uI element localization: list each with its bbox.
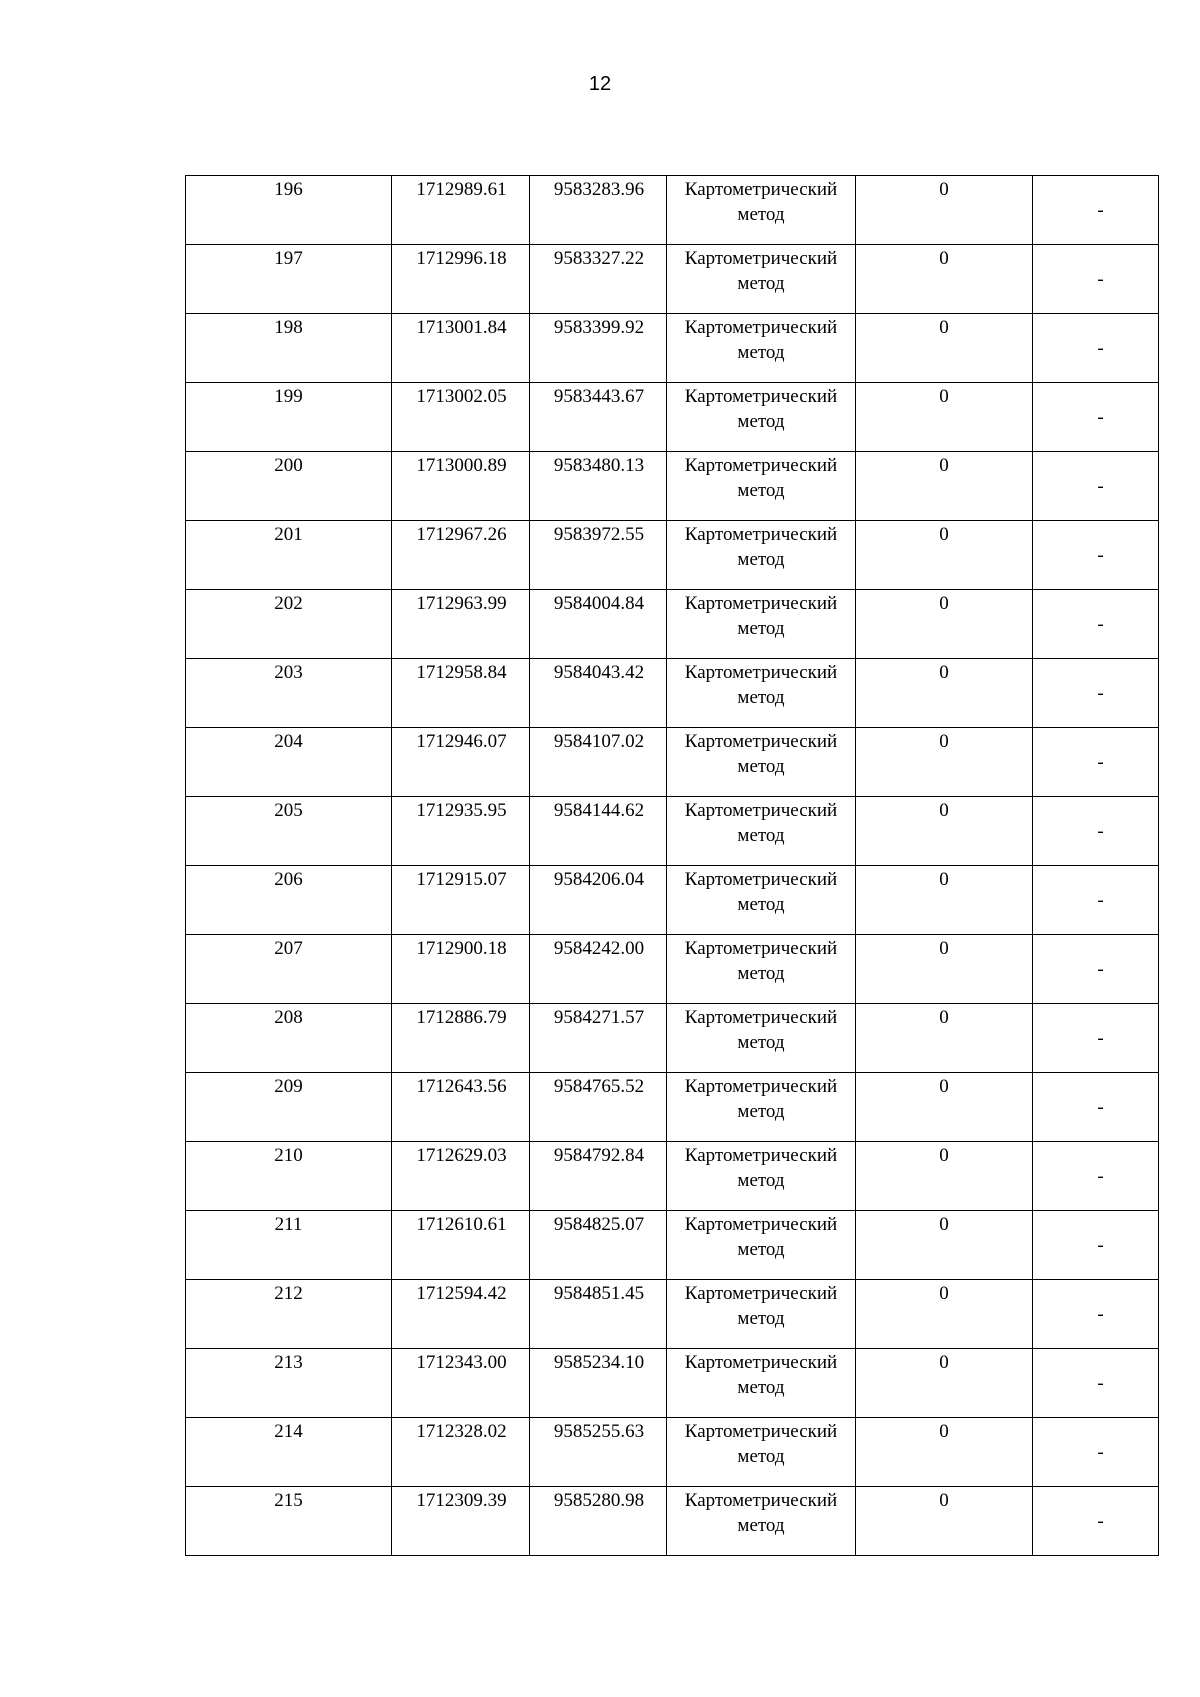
error-cell-text: 0 bbox=[939, 1076, 949, 1097]
point-number-cell bbox=[186, 590, 392, 659]
method-line-1: Картометрический bbox=[684, 524, 838, 545]
note-cell-text: - bbox=[1097, 1441, 1104, 1463]
x-coordinate-cell-text: 1712886.79 bbox=[416, 1007, 507, 1028]
error-cell-text: 0 bbox=[939, 1007, 949, 1028]
error-cell-text: 0 bbox=[939, 1352, 949, 1373]
method-line-2: метод bbox=[737, 825, 785, 846]
method-line-2: метод bbox=[737, 1032, 785, 1053]
error-cell bbox=[856, 245, 1033, 314]
point-number-cell bbox=[186, 1487, 392, 1556]
y-coordinate-cell bbox=[530, 383, 667, 452]
method-cell bbox=[667, 728, 856, 797]
y-coordinate-cell bbox=[530, 521, 667, 590]
table-row bbox=[186, 1142, 1159, 1211]
method-cell bbox=[667, 1280, 856, 1349]
point-number-cell bbox=[186, 659, 392, 728]
note-cell-text: - bbox=[1097, 199, 1104, 221]
table-row bbox=[186, 1280, 1159, 1349]
note-cell-text: - bbox=[1097, 337, 1104, 359]
method-cell bbox=[667, 590, 856, 659]
y-coordinate-cell-text: 9584107.02 bbox=[553, 731, 645, 752]
method-cell bbox=[667, 1487, 856, 1556]
method-line-2: метод bbox=[737, 273, 785, 294]
table-row bbox=[186, 1073, 1159, 1142]
point-number-cell-text: 201 bbox=[274, 524, 303, 545]
error-cell bbox=[856, 1004, 1033, 1073]
x-coordinate-cell bbox=[392, 383, 530, 452]
note-cell-text: - bbox=[1097, 682, 1104, 704]
x-coordinate-cell-text: 1712967.26 bbox=[416, 524, 507, 545]
error-cell-text: 0 bbox=[939, 1421, 949, 1442]
x-coordinate-cell-text: 1712963.99 bbox=[416, 593, 507, 614]
error-cell-text: 0 bbox=[939, 1283, 949, 1304]
point-number-cell-text: 214 bbox=[274, 1421, 303, 1442]
x-coordinate-cell-text: 1712343.00 bbox=[416, 1352, 507, 1373]
point-number-cell bbox=[186, 935, 392, 1004]
error-cell bbox=[856, 659, 1033, 728]
method-line-1: Картометрический bbox=[684, 938, 838, 959]
x-coordinate-cell bbox=[392, 1349, 530, 1418]
method-line-1: Картометрический bbox=[684, 800, 838, 821]
error-cell bbox=[856, 1418, 1033, 1487]
note-cell bbox=[1033, 1211, 1159, 1280]
table-row bbox=[186, 245, 1159, 314]
point-number-cell-text: 196 bbox=[274, 179, 303, 200]
note-cell bbox=[1033, 659, 1159, 728]
y-coordinate-cell bbox=[530, 1211, 667, 1280]
x-coordinate-cell-text: 1712594.42 bbox=[416, 1283, 507, 1304]
method-line-2: метод bbox=[737, 549, 785, 570]
table-row bbox=[186, 1004, 1159, 1073]
y-coordinate-cell-text: 9584271.57 bbox=[553, 1007, 645, 1028]
method-cell bbox=[667, 935, 856, 1004]
method-line-2: метод bbox=[737, 687, 785, 708]
x-coordinate-cell bbox=[392, 1487, 530, 1556]
y-coordinate-cell bbox=[530, 1142, 667, 1211]
point-number-cell bbox=[186, 314, 392, 383]
error-cell-text: 0 bbox=[939, 1490, 949, 1511]
method-line-1: Картометрический bbox=[684, 455, 838, 476]
error-cell bbox=[856, 1073, 1033, 1142]
point-number-cell bbox=[186, 521, 392, 590]
method-line-2: метод bbox=[737, 342, 785, 363]
y-coordinate-cell bbox=[530, 1073, 667, 1142]
x-coordinate-cell-text: 1712629.03 bbox=[416, 1145, 507, 1166]
y-coordinate-cell-text: 9584792.84 bbox=[553, 1145, 645, 1166]
point-number-cell bbox=[186, 797, 392, 866]
error-cell-text: 0 bbox=[939, 248, 949, 269]
method-line-1: Картометрический bbox=[684, 1214, 838, 1235]
y-coordinate-cell bbox=[530, 935, 667, 1004]
table-row bbox=[186, 1211, 1159, 1280]
method-line-2: метод bbox=[737, 1170, 785, 1191]
error-cell-text: 0 bbox=[939, 524, 949, 545]
point-number-cell-text: 213 bbox=[274, 1352, 303, 1373]
error-cell bbox=[856, 728, 1033, 797]
error-cell bbox=[856, 452, 1033, 521]
point-number-cell-text: 208 bbox=[274, 1007, 303, 1028]
method-line-2: метод bbox=[737, 1101, 785, 1122]
note-cell bbox=[1033, 797, 1159, 866]
point-number-cell-text: 198 bbox=[274, 317, 303, 338]
note-cell-text: - bbox=[1097, 751, 1104, 773]
method-line-1: Картометрический bbox=[684, 1145, 838, 1166]
x-coordinate-cell-text: 1712996.18 bbox=[416, 248, 507, 269]
note-cell bbox=[1033, 1349, 1159, 1418]
point-number-cell bbox=[186, 1280, 392, 1349]
point-number-cell bbox=[186, 1004, 392, 1073]
error-cell-text: 0 bbox=[939, 869, 949, 890]
table-row bbox=[186, 521, 1159, 590]
error-cell-text: 0 bbox=[939, 386, 949, 407]
point-number-cell bbox=[186, 176, 392, 245]
note-cell bbox=[1033, 866, 1159, 935]
y-coordinate-cell bbox=[530, 797, 667, 866]
y-coordinate-cell-text: 9584825.07 bbox=[553, 1214, 645, 1235]
method-line-1: Картометрический bbox=[684, 179, 838, 200]
y-coordinate-cell bbox=[530, 1418, 667, 1487]
y-coordinate-cell bbox=[530, 866, 667, 935]
x-coordinate-cell bbox=[392, 452, 530, 521]
note-cell-text: - bbox=[1097, 544, 1104, 566]
y-coordinate-cell-text: 9584043.42 bbox=[553, 662, 645, 683]
point-number-cell-text: 204 bbox=[274, 731, 303, 752]
method-cell bbox=[667, 1004, 856, 1073]
method-line-1: Картометрический bbox=[684, 1352, 838, 1373]
error-cell-text: 0 bbox=[939, 938, 949, 959]
note-cell-text: - bbox=[1097, 1027, 1104, 1049]
x-coordinate-cell bbox=[392, 521, 530, 590]
method-line-2: метод bbox=[737, 756, 785, 777]
method-line-2: метод bbox=[737, 1446, 785, 1467]
note-cell bbox=[1033, 1418, 1159, 1487]
x-coordinate-cell-text: 1712915.07 bbox=[416, 869, 507, 890]
error-cell bbox=[856, 797, 1033, 866]
method-line-2: метод bbox=[737, 204, 785, 225]
note-cell-text: - bbox=[1097, 1165, 1104, 1187]
x-coordinate-cell-text: 1712989.61 bbox=[416, 179, 507, 200]
y-coordinate-cell-text: 9583283.96 bbox=[553, 179, 645, 200]
y-coordinate-cell bbox=[530, 245, 667, 314]
point-number-cell-text: 211 bbox=[274, 1214, 303, 1235]
error-cell-text: 0 bbox=[939, 662, 949, 683]
point-number-cell bbox=[186, 1142, 392, 1211]
note-cell bbox=[1033, 1142, 1159, 1211]
note-cell-text: - bbox=[1097, 889, 1104, 911]
x-coordinate-cell-text: 1712900.18 bbox=[416, 938, 507, 959]
point-number-cell bbox=[186, 1349, 392, 1418]
x-coordinate-cell-text: 1712610.61 bbox=[416, 1214, 507, 1235]
note-cell-text: - bbox=[1097, 820, 1104, 842]
note-cell-text: - bbox=[1097, 1303, 1104, 1325]
y-coordinate-cell-text: 9585280.98 bbox=[553, 1490, 645, 1511]
table-row bbox=[186, 590, 1159, 659]
method-cell bbox=[667, 1073, 856, 1142]
y-coordinate-cell-text: 9584144.62 bbox=[553, 800, 645, 821]
x-coordinate-cell bbox=[392, 935, 530, 1004]
point-number-cell-text: 202 bbox=[274, 593, 303, 614]
method-cell bbox=[667, 659, 856, 728]
point-number-cell bbox=[186, 452, 392, 521]
y-coordinate-cell-text: 9585255.63 bbox=[553, 1421, 645, 1442]
coordinates-table-body bbox=[186, 176, 1159, 1556]
y-coordinate-cell bbox=[530, 314, 667, 383]
method-line-1: Картометрический bbox=[684, 731, 838, 752]
note-cell-text: - bbox=[1097, 958, 1104, 980]
table-row bbox=[186, 866, 1159, 935]
x-coordinate-cell bbox=[392, 176, 530, 245]
note-cell-text: - bbox=[1097, 613, 1104, 635]
method-line-1: Картометрический bbox=[684, 1421, 838, 1442]
note-cell bbox=[1033, 245, 1159, 314]
point-number-cell bbox=[186, 728, 392, 797]
x-coordinate-cell-text: 1712946.07 bbox=[416, 731, 507, 752]
error-cell-text: 0 bbox=[939, 731, 949, 752]
y-coordinate-cell bbox=[530, 590, 667, 659]
method-line-2: метод bbox=[737, 1308, 785, 1329]
table-row bbox=[186, 1487, 1159, 1556]
table-row bbox=[186, 1349, 1159, 1418]
x-coordinate-cell bbox=[392, 728, 530, 797]
method-line-2: метод bbox=[737, 894, 785, 915]
x-coordinate-cell bbox=[392, 245, 530, 314]
point-number-cell-text: 200 bbox=[274, 455, 303, 476]
error-cell bbox=[856, 1211, 1033, 1280]
x-coordinate-cell-text: 1713001.84 bbox=[416, 317, 507, 338]
error-cell bbox=[856, 866, 1033, 935]
x-coordinate-cell bbox=[392, 797, 530, 866]
note-cell-text: - bbox=[1097, 1372, 1104, 1394]
error-cell-text: 0 bbox=[939, 800, 949, 821]
error-cell-text: 0 bbox=[939, 593, 949, 614]
y-coordinate-cell bbox=[530, 1280, 667, 1349]
point-number-cell bbox=[186, 1418, 392, 1487]
method-line-2: метод bbox=[737, 480, 785, 501]
y-coordinate-cell-text: 9583443.67 bbox=[553, 386, 645, 407]
point-number-cell bbox=[186, 245, 392, 314]
point-number-cell-text: 207 bbox=[274, 938, 303, 959]
note-cell-text: - bbox=[1097, 1234, 1104, 1256]
error-cell bbox=[856, 383, 1033, 452]
x-coordinate-cell-text: 1712309.39 bbox=[416, 1490, 507, 1511]
point-number-cell-text: 209 bbox=[274, 1076, 303, 1097]
error-cell bbox=[856, 1349, 1033, 1418]
method-cell bbox=[667, 245, 856, 314]
note-cell bbox=[1033, 1487, 1159, 1556]
error-cell-text: 0 bbox=[939, 179, 949, 200]
y-coordinate-cell-text: 9584206.04 bbox=[553, 869, 645, 890]
note-cell bbox=[1033, 521, 1159, 590]
y-coordinate-cell bbox=[530, 1487, 667, 1556]
method-line-2: метод bbox=[737, 411, 785, 432]
method-cell bbox=[667, 383, 856, 452]
table-row bbox=[186, 314, 1159, 383]
x-coordinate-cell bbox=[392, 1073, 530, 1142]
method-line-1: Картометрический bbox=[684, 248, 838, 269]
note-cell bbox=[1033, 452, 1159, 521]
error-cell bbox=[856, 176, 1033, 245]
point-number-cell-text: 215 bbox=[274, 1490, 303, 1511]
point-number-cell-text: 210 bbox=[274, 1145, 303, 1166]
method-line-1: Картометрический bbox=[684, 1490, 838, 1511]
method-cell bbox=[667, 866, 856, 935]
error-cell-text: 0 bbox=[939, 1145, 949, 1166]
point-number-cell bbox=[186, 1073, 392, 1142]
note-cell-text: - bbox=[1097, 406, 1104, 428]
method-line-1: Картометрический bbox=[684, 869, 838, 890]
y-coordinate-cell-text: 9584765.52 bbox=[553, 1076, 645, 1097]
method-cell bbox=[667, 1418, 856, 1487]
point-number-cell bbox=[186, 383, 392, 452]
x-coordinate-cell bbox=[392, 1211, 530, 1280]
x-coordinate-cell-text: 1712643.56 bbox=[416, 1076, 507, 1097]
x-coordinate-cell bbox=[392, 1418, 530, 1487]
method-line-1: Картометрический bbox=[684, 1283, 838, 1304]
note-cell bbox=[1033, 590, 1159, 659]
x-coordinate-cell bbox=[392, 866, 530, 935]
y-coordinate-cell-text: 9585234.10 bbox=[553, 1352, 645, 1373]
note-cell-text: - bbox=[1097, 1510, 1104, 1532]
error-cell bbox=[856, 935, 1033, 1004]
x-coordinate-cell bbox=[392, 659, 530, 728]
table-row bbox=[186, 659, 1159, 728]
y-coordinate-cell-text: 9584242.00 bbox=[553, 938, 645, 959]
table-row bbox=[186, 176, 1159, 245]
note-cell bbox=[1033, 383, 1159, 452]
y-coordinate-cell bbox=[530, 728, 667, 797]
table-row bbox=[186, 797, 1159, 866]
method-line-2: метод bbox=[737, 618, 785, 639]
point-number-cell-text: 206 bbox=[274, 869, 303, 890]
y-coordinate-cell-text: 9584851.45 bbox=[553, 1283, 645, 1304]
x-coordinate-cell-text: 1712328.02 bbox=[416, 1421, 507, 1442]
y-coordinate-cell-text: 9583972.55 bbox=[553, 524, 645, 545]
x-coordinate-cell-text: 1713000.89 bbox=[416, 455, 507, 476]
table-row bbox=[186, 383, 1159, 452]
error-cell-text: 0 bbox=[939, 317, 949, 338]
method-cell bbox=[667, 314, 856, 383]
method-cell bbox=[667, 1142, 856, 1211]
x-coordinate-cell-text: 1712935.95 bbox=[416, 800, 507, 821]
y-coordinate-cell-text: 9584004.84 bbox=[553, 593, 645, 614]
error-cell bbox=[856, 1487, 1033, 1556]
method-cell bbox=[667, 797, 856, 866]
y-coordinate-cell-text: 9583399.92 bbox=[553, 317, 645, 338]
error-cell bbox=[856, 521, 1033, 590]
error-cell bbox=[856, 1142, 1033, 1211]
point-number-cell-text: 197 bbox=[274, 248, 303, 269]
note-cell bbox=[1033, 1004, 1159, 1073]
table-row bbox=[186, 935, 1159, 1004]
y-coordinate-cell bbox=[530, 1004, 667, 1073]
page-number: 12 bbox=[588, 73, 612, 95]
note-cell bbox=[1033, 314, 1159, 383]
note-cell-text: - bbox=[1097, 1096, 1104, 1118]
y-coordinate-cell-text: 9583480.13 bbox=[553, 455, 645, 476]
error-cell-text: 0 bbox=[939, 1214, 949, 1235]
method-line-2: метод bbox=[737, 1377, 785, 1398]
table-row bbox=[186, 1418, 1159, 1487]
x-coordinate-cell bbox=[392, 314, 530, 383]
method-cell bbox=[667, 452, 856, 521]
x-coordinate-cell-text: 1713002.05 bbox=[416, 386, 507, 407]
error-cell-text: 0 bbox=[939, 455, 949, 476]
method-line-1: Картометрический bbox=[684, 386, 838, 407]
y-coordinate-cell bbox=[530, 659, 667, 728]
table-row bbox=[186, 728, 1159, 797]
note-cell bbox=[1033, 935, 1159, 1004]
error-cell bbox=[856, 1280, 1033, 1349]
method-cell bbox=[667, 521, 856, 590]
x-coordinate-cell bbox=[392, 590, 530, 659]
method-line-1: Картометрический bbox=[684, 593, 838, 614]
point-number-cell bbox=[186, 866, 392, 935]
y-coordinate-cell bbox=[530, 452, 667, 521]
error-cell bbox=[856, 314, 1033, 383]
x-coordinate-cell-text: 1712958.84 bbox=[416, 662, 507, 683]
note-cell-text: - bbox=[1097, 475, 1104, 497]
y-coordinate-cell bbox=[530, 1349, 667, 1418]
x-coordinate-cell bbox=[392, 1004, 530, 1073]
method-cell bbox=[667, 176, 856, 245]
method-line-2: метод bbox=[737, 963, 785, 984]
point-number-cell-text: 199 bbox=[274, 386, 303, 407]
error-cell bbox=[856, 590, 1033, 659]
note-cell bbox=[1033, 728, 1159, 797]
method-line-1: Картометрический bbox=[684, 1007, 838, 1028]
x-coordinate-cell bbox=[392, 1142, 530, 1211]
note-cell bbox=[1033, 1073, 1159, 1142]
x-coordinate-cell bbox=[392, 1280, 530, 1349]
method-cell bbox=[667, 1349, 856, 1418]
y-coordinate-cell-text: 9583327.22 bbox=[553, 248, 645, 269]
note-cell-text: - bbox=[1097, 268, 1104, 290]
method-line-1: Картометрический bbox=[684, 1076, 838, 1097]
point-number-cell-text: 212 bbox=[274, 1283, 303, 1304]
method-cell bbox=[667, 1211, 856, 1280]
y-coordinate-cell bbox=[530, 176, 667, 245]
method-line-2: метод bbox=[737, 1239, 785, 1260]
point-number-cell-text: 203 bbox=[274, 662, 303, 683]
point-number-cell bbox=[186, 1211, 392, 1280]
method-line-1: Картометрический bbox=[684, 662, 838, 683]
method-line-1: Картометрический bbox=[684, 317, 838, 338]
table-row bbox=[186, 452, 1159, 521]
note-cell bbox=[1033, 1280, 1159, 1349]
method-line-2: метод bbox=[737, 1515, 785, 1536]
point-number-cell-text: 205 bbox=[274, 800, 303, 821]
note-cell bbox=[1033, 176, 1159, 245]
coordinates-table bbox=[185, 175, 1159, 1556]
